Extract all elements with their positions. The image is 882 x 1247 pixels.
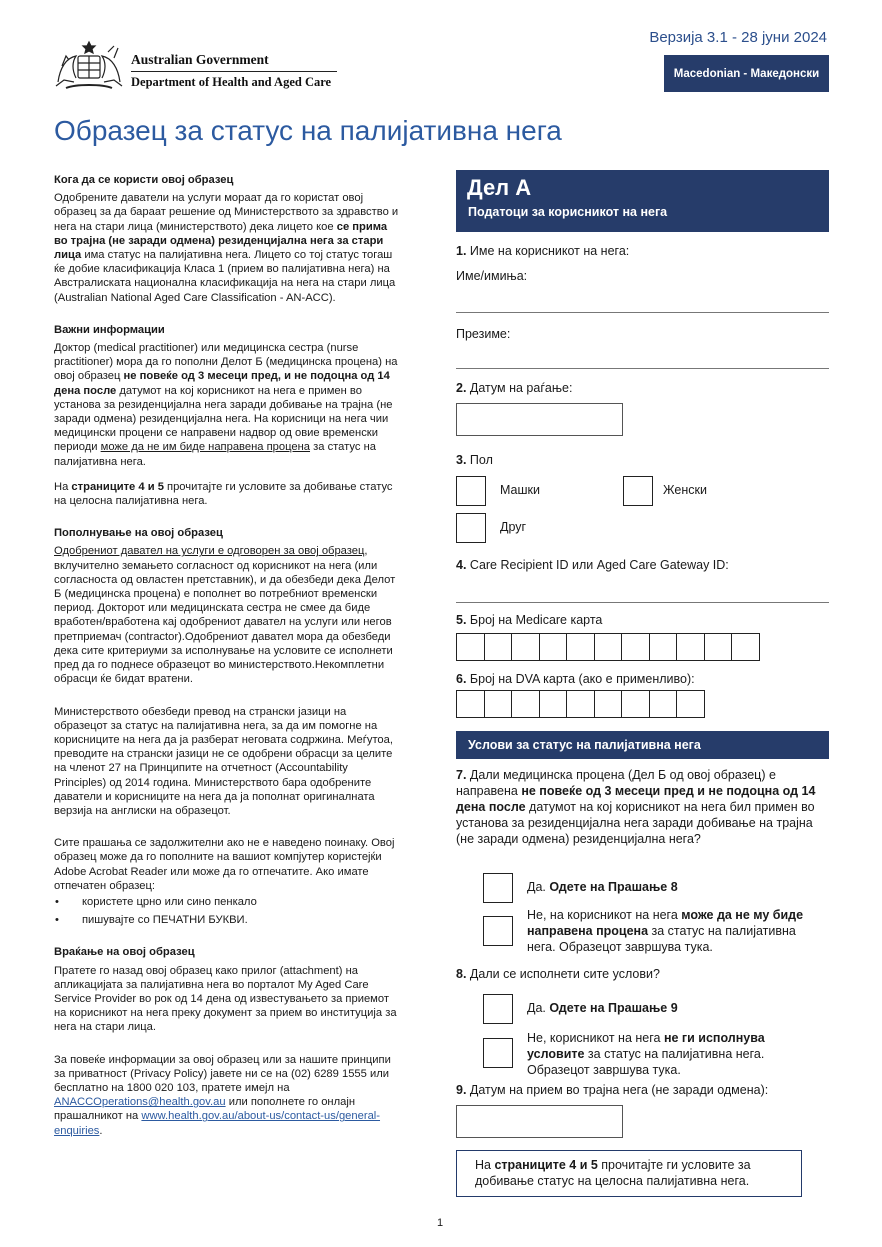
question-9: 9. Датум на прием во трајна нега (не заради одмена): [456, 1083, 769, 1097]
language-label: Macedonian - Македонски [673, 67, 820, 80]
digit-cell[interactable] [566, 633, 595, 661]
digit-cell[interactable] [484, 690, 513, 718]
q8-no-checkbox[interactable] [483, 1038, 513, 1068]
section-heading: Враќање на овој образец [54, 946, 195, 959]
q8-no-label: Не, корисникот на нега не ги исполнува условите за статус на палијативна нега. Образецот завршува тука. [527, 1031, 765, 1077]
digit-cell[interactable] [621, 633, 650, 661]
digit-cell[interactable] [676, 633, 705, 661]
section-returning [54, 945, 399, 1137]
digit-cell[interactable] [649, 633, 678, 661]
other-label: Друг [500, 520, 527, 534]
date-of-birth-field[interactable] [456, 403, 623, 436]
conditions-header: Услови за статус на палијативна нега [456, 731, 829, 759]
paragraph: Доктор (medical practitioner) или медицинска сестра (nurse practitioner) мора да го пополни Делот Б (медицинска процена) на овој образец не повеќе од 3 месеци пред, и не подоцна од 14 дена после датумот на кој корисникот на нега е примен во установа за резиденцијална нега заради добивање на трајна (не заради одмена) резиденцијална нега. На корисници на нега чии медицински процени се направени надвор од овие временски периоди може да не им биде направена процена за статус на палијативна нега. [54, 342, 398, 468]
care-recipient-id-field[interactable] [456, 602, 829, 603]
digit-cell[interactable] [566, 690, 595, 718]
digit-cell[interactable] [539, 633, 568, 661]
question-7: 7. Дали медицинска процена (Дел Б од овој образец) е направена не повеќе од 3 месеци пред и не подоцна од 14 дена после датумот на кој корисникот на нега бил примен во установа за резиденцијална нега заради добивање на трајна (не заради одмена) резиденцијална нега? [456, 768, 816, 846]
digit-cell[interactable] [621, 690, 650, 718]
section-heading: Важни информации [54, 323, 165, 336]
section-when-to-use [54, 173, 399, 305]
question-6: 6. Број на DVA карта (ако е применливо): [456, 672, 695, 686]
coat-of-arms-logo [52, 38, 126, 94]
section-important-info [54, 323, 399, 508]
digit-cell[interactable] [539, 690, 568, 718]
male-label: Машки [500, 483, 540, 497]
eligibility-note: На страниците 4 и 5 прочитајте ги условите за добивање статус на целосна палијативна нега. [456, 1150, 802, 1197]
paragraph: За повеќе информации за овој образец или за нашите принципи за приватност (Privacy Policy) јавете ни се на (02) 6289 1555 или бесплатно на 1800 020 103, пратете имејл на ANACCOperations@health.gov.au или пополнете го онлајн прашалникот на www.health.gov.au/about-us/contact-us/general-enquiries. [54, 1053, 391, 1137]
gov-divider [131, 71, 337, 72]
page-number: 1 [437, 1217, 444, 1229]
paragraph: На страниците 4 и 5 прочитајте ги условите за добивање статус на целосна палијативна нега. [54, 480, 393, 508]
q8-yes-checkbox[interactable] [483, 994, 513, 1024]
page-title: Образец за статус на палијативна нега [54, 115, 562, 146]
q7-no-checkbox[interactable] [483, 916, 513, 946]
question-4: 4. Care Recipient ID или Aged Care Gateway ID: [456, 558, 729, 572]
male-checkbox[interactable] [456, 476, 486, 506]
female-label: Женски [663, 483, 707, 497]
language-badge [664, 55, 829, 92]
medicare-number-field[interactable] [456, 633, 760, 661]
email-link[interactable]: ANACCOperations@health.gov.au [54, 1096, 226, 1109]
digit-cell[interactable] [731, 633, 760, 661]
paragraph: Пратете го назад овој образец како прилог (attachment) на апликацијата за палијативна нега во порталот My Aged Care Service Provider во рок од 14 дена од известувањето за приемот на корисникот на нега преку документ за прием во институција за нега на стари лица. [54, 964, 397, 1034]
q7-yes-label: Да. Одете на Прашање 8 [527, 880, 678, 894]
digit-cell[interactable] [511, 690, 540, 718]
digit-cell[interactable] [649, 690, 678, 718]
given-names-field[interactable] [456, 312, 829, 313]
section-completing [54, 526, 399, 927]
paragraph: Одобрените даватели на услуги мораат да го користат овој образец за да бараат решение од Министерството за здравство и нега на стари лица (министерството) дека лицето кое се прима во трајна (не заради одмена) резиденцијална нега за стари лица има статус на палијативна нега. Лицето со тој статус тогаш ќе добие класификација Класа 1 (прием во палијативна нега) на Австралиската национална класификација на нега на стари лица (Australian National Aged Care Classification - AN-ACC). [54, 192, 399, 304]
section-heading: Кога да се користи овој образец [54, 174, 234, 186]
digit-cell[interactable] [484, 633, 513, 661]
female-checkbox[interactable] [623, 476, 653, 506]
bullet-list [54, 895, 399, 927]
other-checkbox[interactable] [456, 513, 486, 543]
q8-yes-label: Да. Одете на Прашање 9 [527, 1001, 678, 1015]
digit-cell[interactable] [704, 633, 733, 661]
part-a-title: Дел А [467, 175, 532, 200]
department-name: Department of Health and Aged Care [131, 75, 332, 89]
surname-label: Презиме: [456, 327, 511, 341]
instructions-column [54, 173, 399, 1156]
admission-date-field[interactable] [456, 1105, 623, 1138]
question-8: 8. Дали се исполнети сите услови? [456, 967, 660, 981]
surname-field[interactable] [456, 368, 829, 369]
version-label: Верзија 3.1 - 28 јуни 2024 [649, 29, 827, 46]
question-2: 2. Датум на раѓање: [456, 381, 573, 395]
q7-yes-checkbox[interactable] [483, 873, 513, 903]
digit-cell[interactable] [594, 690, 623, 718]
digit-cell[interactable] [676, 690, 705, 718]
dva-number-field[interactable] [456, 690, 705, 718]
question-1: 1. Име на корисникот на нега: [456, 244, 630, 258]
website-link[interactable]: www.health.gov.au/about-us/contact-us/general-enquiries [54, 1110, 381, 1137]
q7-no-label: Не, на корисникот на нега може да не му биде направена процена за статус на палијативна нега. Образецот завршува тука. [527, 908, 804, 954]
list-item: • користете црно или сино пенкало [54, 895, 399, 909]
section-heading: Пополнување на овој образец [54, 527, 223, 540]
list-item: • пишувајте со ПЕЧАТНИ БУКВИ. [54, 913, 399, 927]
paragraph: Министерството обезбеди превод на странски јазици на образецот за статус на палијативна нега, за да им помогне на корисниците на нега да ја разберат неговата содржина. Меѓутоа, преводите на странски јазици не се одобрени обрасци за целите на членот 27 на Принципите на отчетност (Accountability Principles) од 2014 година. Министерството бара одобрените даватели и корисниците на нега да ја пополнат оригиналната верзија на англиски на образецот. [54, 705, 393, 817]
part-a-subtitle: Податоци за корисникот на нега [468, 205, 668, 219]
digit-cell[interactable] [594, 633, 623, 661]
paragraph: Одобрениот давател на услуги е одговорен за овој образец, вклучително земањето согласност од корисникот на нега (или согласноста од овластен претставник), и да обезбеди дека Делот Б (медицинска процена) е пополнет во потребниот временски период. Докторот или медицинската сестра не смее да биде вработен/вработена кај одобрениот давател на услуги или негов претприемач (contractor).Одобрениот давател мора да обезбеди дека сите критериуми за исполнување на условите се исполнети пред да го поднесе образецот во министерството.Некомплетни обрасци ќе бидат вратени. [54, 545, 396, 686]
paragraph: Сите прашања се задолжителни ако не е наведено поинаку. Овој образец може да го пополните на вашиот компјутер користејќи Adobe Acrobat Reader или може да го отпечатите. Ако имате отпечатен образец: [54, 837, 395, 892]
gov-name: Australian Government [131, 52, 269, 67]
part-a-header [456, 170, 829, 232]
question-3: 3. Пол [456, 453, 493, 467]
question-5: 5. Број на Medicare карта [456, 613, 603, 627]
given-names-label: Име/имиња: [456, 269, 528, 283]
digit-cell[interactable] [456, 633, 485, 661]
digit-cell[interactable] [511, 633, 540, 661]
digit-cell[interactable] [456, 690, 485, 718]
